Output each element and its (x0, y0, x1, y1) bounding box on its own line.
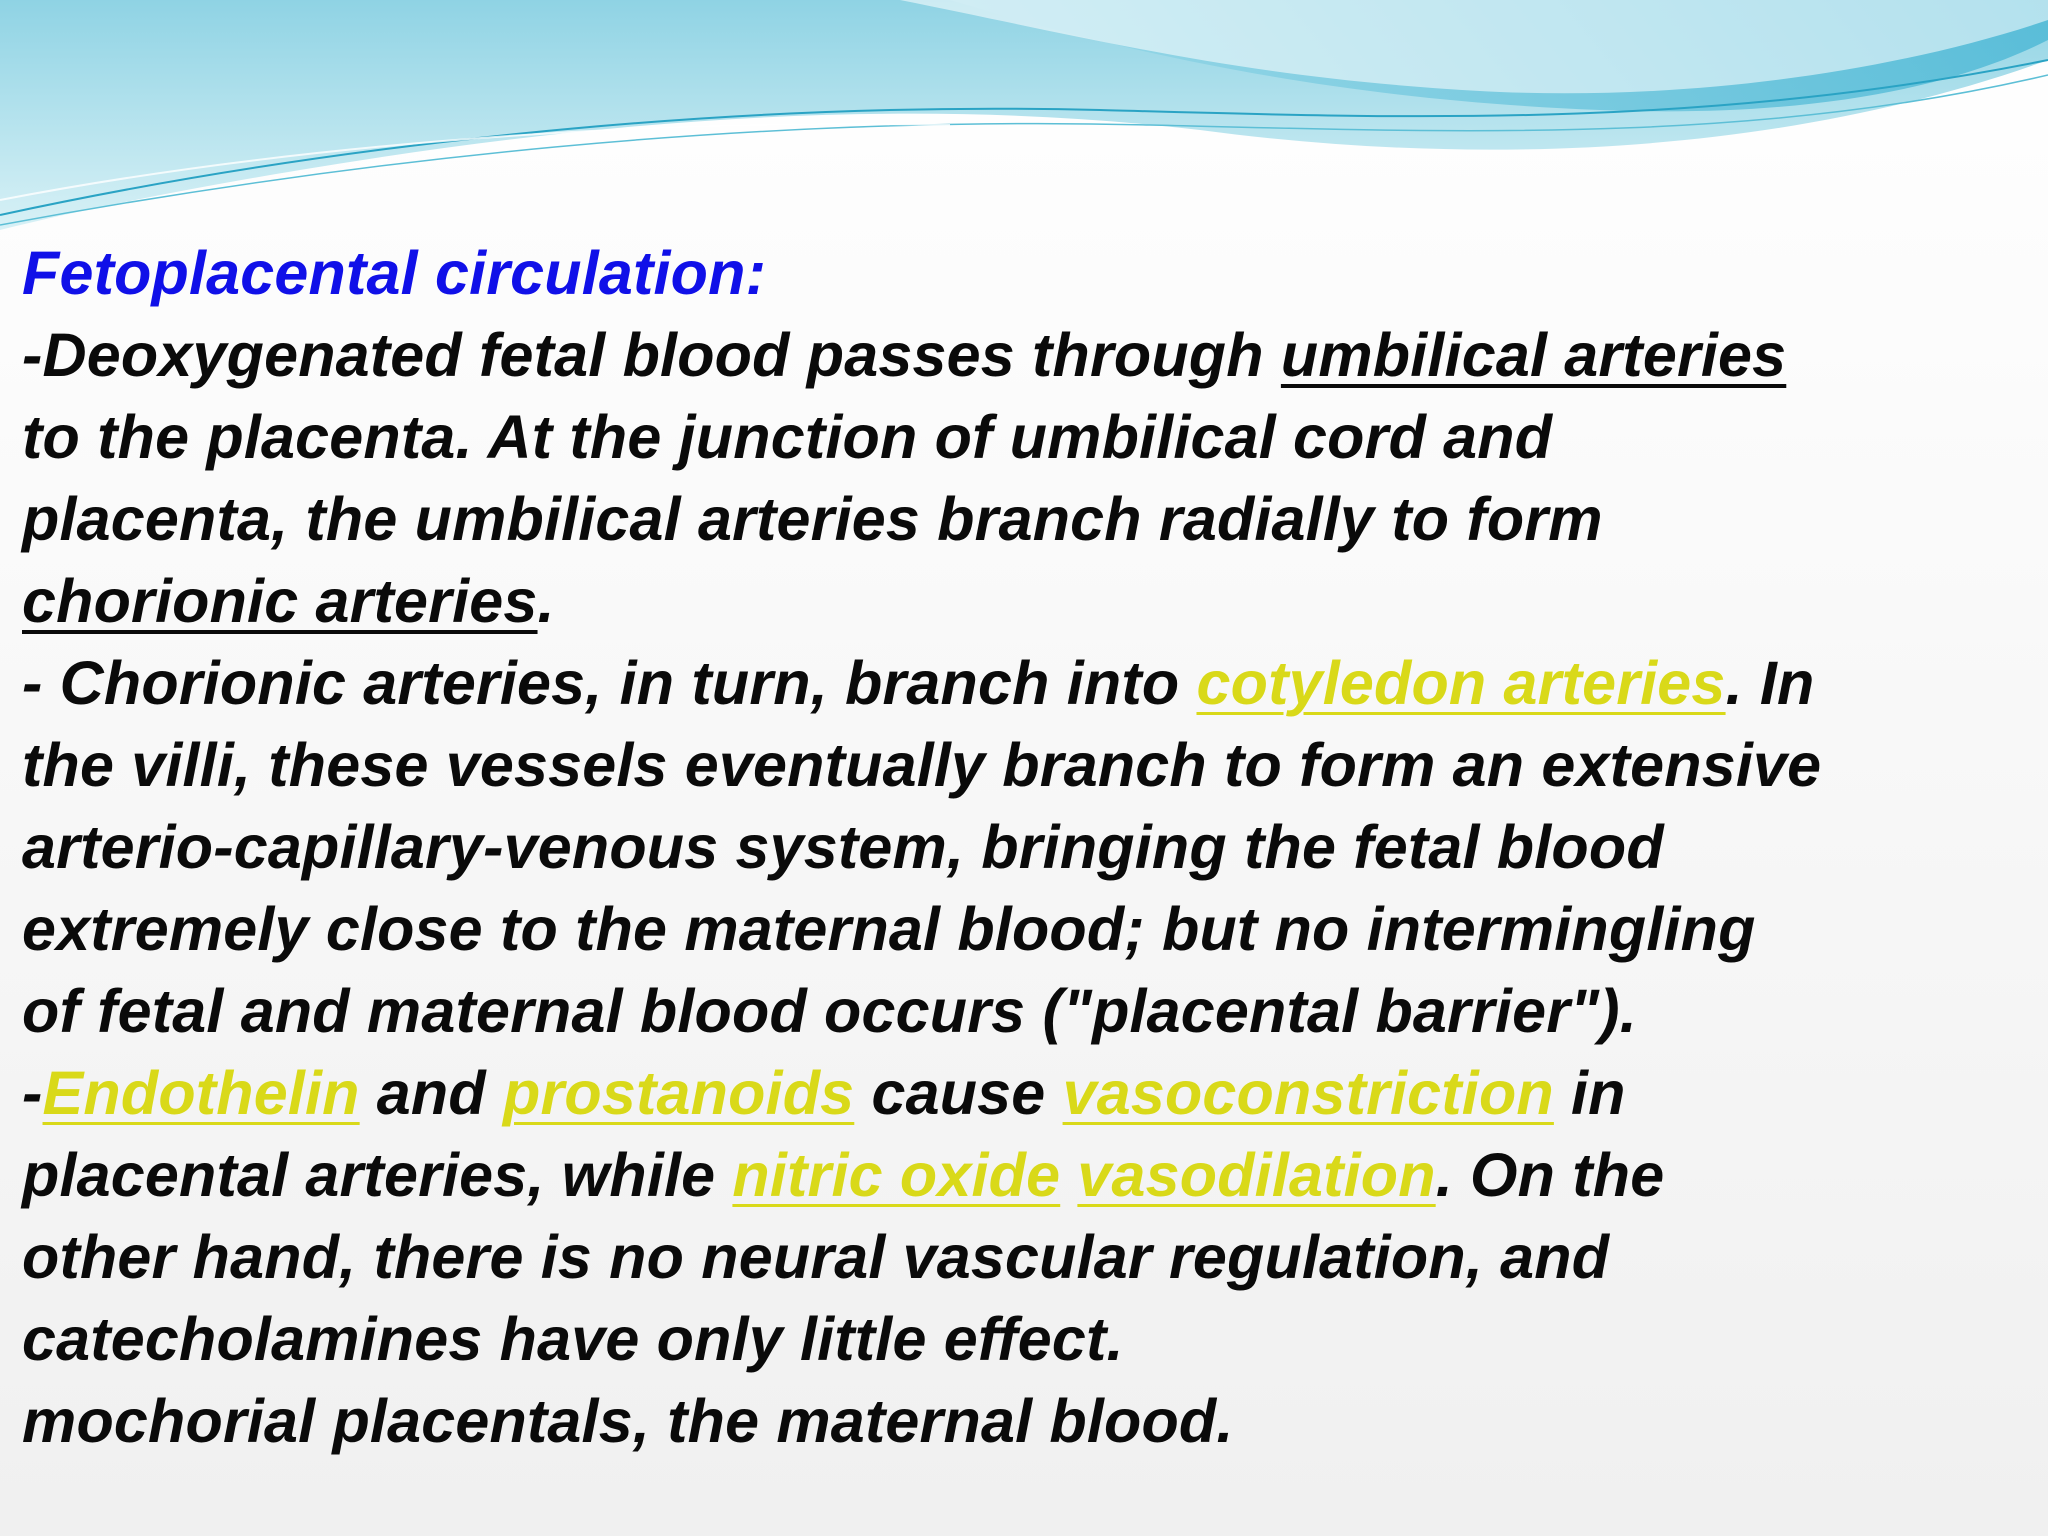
paragraph-2-line-2: the villi, these vessels eventually branch to form an extensive (22, 731, 1822, 799)
text-segment: cause (854, 1059, 1063, 1127)
text-segment: . (537, 567, 555, 635)
term-chorionic-arteries: chorionic arteries (22, 567, 538, 635)
term-umbilical-arteries: umbilical arteries (1280, 321, 1787, 389)
text-segment: - Chorionic arteries, in turn, branch into (22, 649, 1197, 717)
wave-banner-decoration (0, 0, 2048, 240)
slide-title: Fetoplacental circulation: (22, 239, 767, 307)
paragraph-3-line-3: other hand, there is no neural vascular regulation, and (22, 1223, 1610, 1291)
term-prostanoids: prostanoids (503, 1059, 855, 1127)
paragraph-3-line-4: catecholamines have only little effect. (22, 1305, 1124, 1373)
text-segment: and (359, 1059, 503, 1127)
paragraph-1-line-3: placenta, the umbilical arteries branch radially to form (22, 485, 1603, 553)
term-nitric-oxide: nitric oxide (732, 1141, 1061, 1209)
paragraph-2-line-3: arterio-capillary-venous system, bringing the fetal blood (22, 813, 1664, 881)
term-vasoconstriction: vasoconstriction (1062, 1059, 1554, 1127)
paragraph-1-line-2: to the placenta. At the junction of umbilical cord and (22, 403, 1553, 471)
slide-body (22, 232, 2032, 1462)
text-segment: -Deoxygenated fetal blood passes through (22, 321, 1281, 389)
paragraph-4-line-1: mochorial placentals, the maternal blood. (22, 1387, 1234, 1455)
paragraph-2-line-4: extremely close to the maternal blood; but no intermingling (22, 895, 1756, 963)
paragraph-2-line-5: of fetal and maternal blood occurs ("placental barrier"). (22, 977, 1637, 1045)
paragraph-1-line-4 (22, 560, 2032, 642)
text-segment: placental arteries, while (22, 1141, 733, 1209)
paragraph-3-line-2 (22, 1134, 2032, 1216)
text-segment: . On the (1435, 1141, 1665, 1209)
term-endothelin: Endothelin (42, 1059, 360, 1127)
term-cotyledon-arteries: cotyledon arteries (1196, 649, 1726, 717)
text-segment: in (1553, 1059, 1626, 1127)
text-segment: - (22, 1059, 43, 1127)
paragraph-2-line-1 (22, 642, 2032, 724)
paragraph-3-line-1 (22, 1052, 2032, 1134)
text-segment: . In (1725, 649, 1815, 717)
text-segment (1060, 1141, 1077, 1209)
paragraph-1-line-1 (22, 314, 2032, 396)
term-vasodilation: vasodilation (1077, 1141, 1436, 1209)
